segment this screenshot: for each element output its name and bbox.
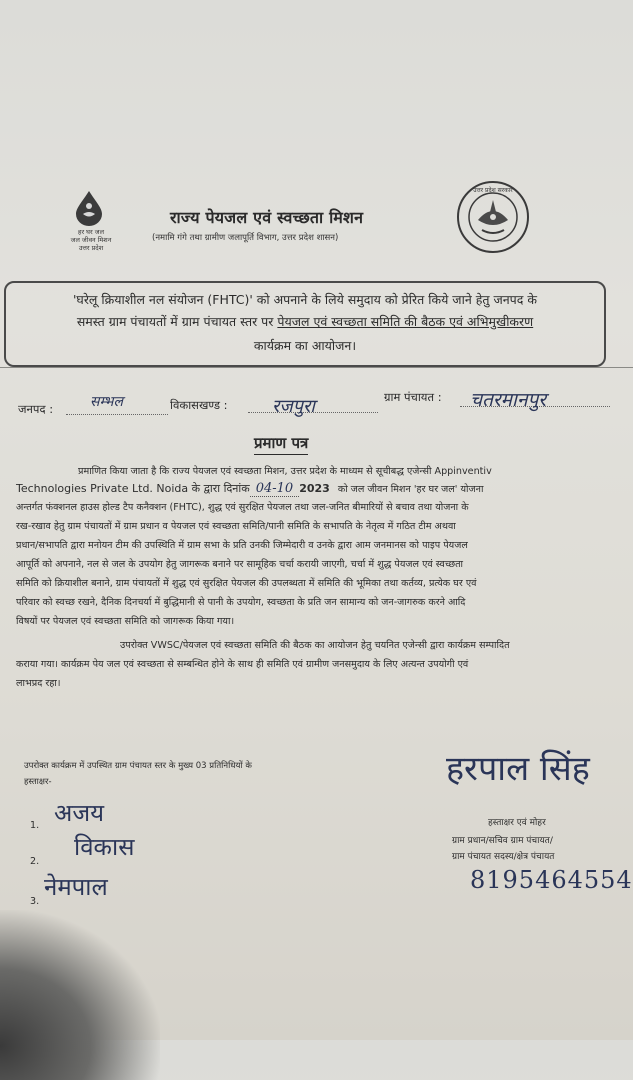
representatives-line-1: उपरोक्त कार्यक्रम में उपस्थित ग्राम पंचायत स्तर के मुख्य 03 प्रतिनिधियों के [24, 761, 252, 771]
body-line-7: समिति को क्रियाशील बनाने, ग्राम पंचायतों में शुद्ध एवं सुरक्षित पेयजल की उपलब्धता में समिति की भूमिका तथा कर्तव्य, प्रत्येक घर एवं [16, 578, 477, 589]
body-line-4: रख-रखाव हेतु ग्राम पंचायतों में ग्राम प्रधान व पेयजल एवं स्वच्छता समिति/पानी समिति के सभापति के नेतृत्व में गठित टीम अथवा [16, 521, 456, 532]
water-drop-icon [74, 190, 104, 226]
banner-line-2 [6, 313, 604, 330]
rep-1-number: 1. [30, 820, 40, 831]
banner-line-3: कार्यक्रम का आयोजन। [253, 338, 357, 353]
body-line-10: उपरोक्त VWSC/पेयजल एवं स्वच्छता समिति की बैठक का आयोजन हेतु चयनित एजेन्सी द्वारा कार्यक्रम सम्पादित [120, 640, 510, 651]
program-banner [4, 281, 606, 367]
gram-panchayat-label: ग्राम पंचायत : [384, 390, 442, 404]
body-line-8: परिवार को स्वच्छ रखने, दैनिक दिनचर्या में बुद्धिमानी से पानी के उपयोग, स्वच्छता के प्रति जन सामान्य को जन-जागरुक करने आदि [16, 597, 466, 608]
logo-text-1: हर घर जल [78, 228, 104, 236]
phone-number: 8195464554 [470, 866, 633, 894]
representatives-line-2: हस्ताक्षर- [24, 777, 52, 787]
year-value: 2023 [299, 482, 330, 495]
photo-shadow [0, 910, 160, 1080]
body-line-2a: Technologies Private Ltd. Noida के द्वारा दिनांक [16, 482, 250, 495]
body-line-5: प्रधान/सभापति द्वारा मनोयन टीम की उपस्थिति में ग्राम सभा के प्रति उनकी जिम्मेदारी व उनके द्वारा आम जनमानस को पाइप पेयजल [16, 540, 468, 551]
seal-label-1: हस्ताक्षर एवं मोहर [488, 818, 546, 828]
janpad-underline [66, 414, 168, 415]
body-line-9: विषयों पर पेयजल एवं स्वच्छता समिति को जागरूक किया गया। [16, 616, 235, 627]
banner-line-2a: समस्त ग्राम पंचायतों में ग्राम पंचायत स्तर पर [76, 314, 278, 329]
gram-panchayat-value: चतरमानपुर [470, 389, 547, 411]
janpad-value: सम्भल [90, 394, 123, 410]
divider [0, 367, 633, 368]
body-line-6: आपूर्ति को अपनाने, नल से जल के उपयोग हेतु जागरूक बनाने पर सामूहिक चर्चा करायी जाएगी, चर्चा में शुद्ध पेयजल एवं स्वच्छता [16, 559, 464, 570]
page-title: राज्य पेयजल एवं स्वच्छता मिशन [170, 208, 364, 227]
pradhan-signature: हरपाल सिंह [446, 749, 590, 789]
certificate-title: प्रमाण पत्र [254, 433, 308, 455]
body-line-1: प्रमाणित किया जाता है कि राज्य पेयजल एवं स्वच्छता मिशन, उत्तर प्रदेश के माध्यम से सूचीबद्ध एजेन्सी Appinventiv [78, 466, 492, 477]
body-line-11: कराया गया। कार्यक्रम पेय जल एवं स्वच्छता से सम्बन्धित होने के साथ ही समिति एवं ग्रामीण जनसमुदाय के लिए अत्यन्त उपयोगी एवं [16, 659, 469, 670]
seal-label-3: ग्राम पंचायत सदस्य/क्षेत्र पंचायत [452, 852, 555, 862]
logo-text-3: उत्तर प्रदेश [78, 244, 104, 252]
seal-label-2: ग्राम प्रधान/सचिव ग्राम पंचायत/ [452, 836, 553, 846]
body-line-3: अन्तर्गत फंक्शनल हाउस होल्ड टैप कनैक्शन (FHTC), शुद्ध एवं सुरक्षित पेयजल तथा जल-जनित बीमारियों से बचाव तथा योजना के [16, 502, 469, 513]
banner-line-2b: पेयजल एवं स्वच्छता समिति की बैठक एवं अभिमुखीकरण [277, 314, 534, 329]
banner-line-1: 'घरेलू क्रियाशील नल संयोजन (FHTC)' को अपनाने के लिये समुदाय को प्रेरित किये जाने हेतु जनपद के [73, 292, 537, 307]
body-line-12: लाभप्रद रहा। [16, 678, 61, 689]
janpad-label: जनपद : [18, 402, 54, 416]
vikaskhand-value: रजपुरा [272, 396, 315, 417]
rep-3-number: 3. [30, 896, 40, 907]
rep-2-number: 2. [30, 856, 40, 867]
rep-3-signature: नेमपाल [44, 873, 108, 901]
body-line-2b: को जल जीवन मिशन 'हर घर जल' योजना [337, 484, 484, 495]
seal-text: उत्तर प्रदेश सरकार [473, 187, 513, 194]
up-government-seal [456, 180, 530, 254]
body-line-2 [16, 481, 483, 496]
rep-2-signature: विकास [74, 833, 135, 861]
date-value: 04-10 [250, 481, 299, 497]
vikaskhand-label: विकासखण्ड : [170, 398, 228, 412]
har-ghar-jal-logo [62, 190, 120, 260]
rep-1-signature: अजय [54, 799, 105, 827]
logo-text-2: जल जीवन मिशन [70, 236, 112, 244]
page-subtitle: (नमामि गंगे तथा ग्रामीण जलापूर्ति विभाग, उत्तर प्रदेश शासन) [152, 233, 339, 243]
